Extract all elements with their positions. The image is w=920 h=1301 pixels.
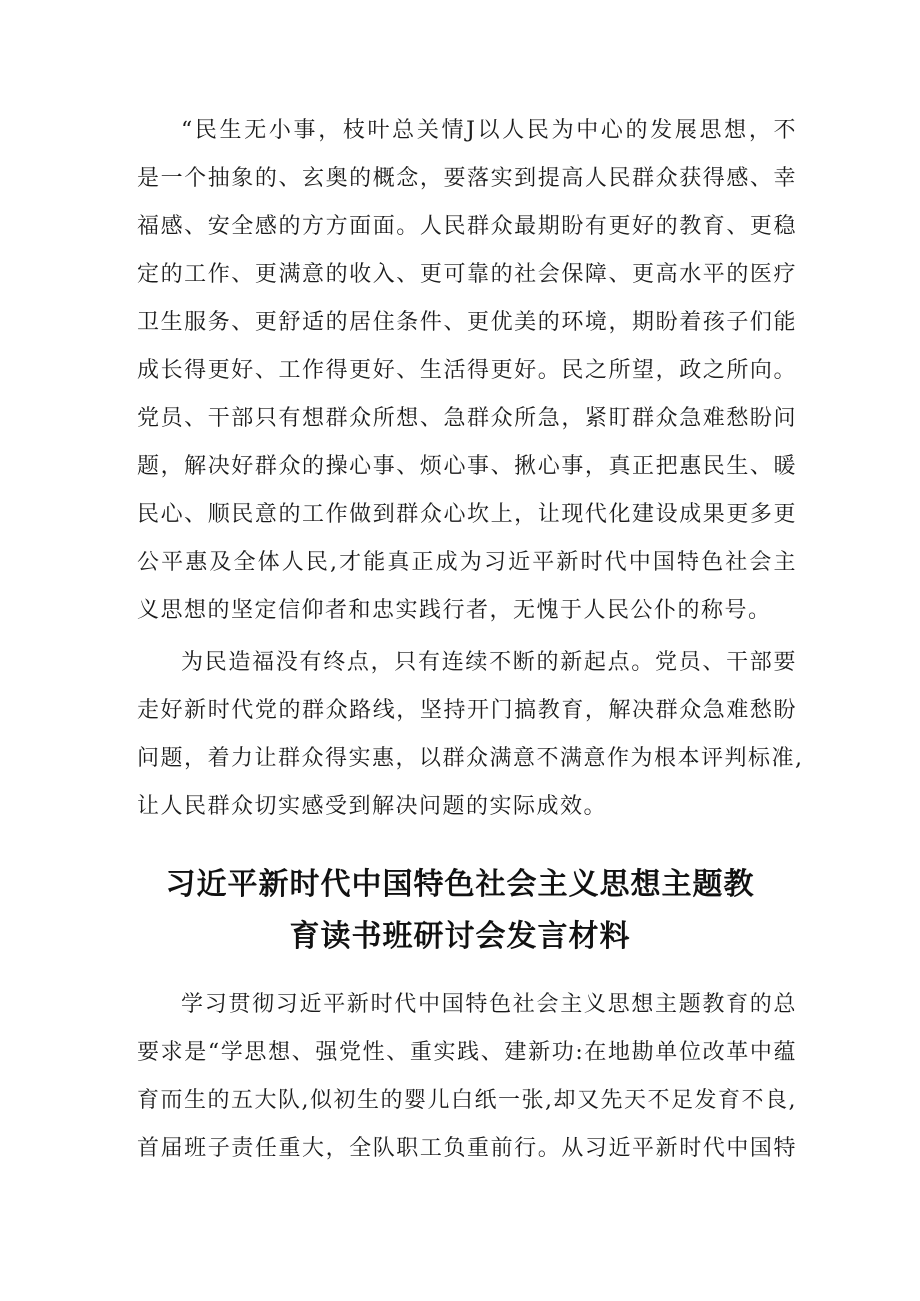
section-heading-line-2: 育读书班研讨会发言材料 [289,919,631,954]
paragraph-1-line-8: 题，解决好群众的操心事、烦心事、揪心事，真正把惠民生、暖 [137,454,797,479]
paragraph-2-line-2: 走好新时代党的群众路线，坚持开门搞教育，解决群众急难愁盼 [137,698,797,723]
paragraph-1-line-1: “民生无小事，枝叶总关情J以人民为中心的发展思想，不 [181,118,797,143]
paragraph-3-line-3: 育而生的五大队,似初生的婴儿白纸一张,却又先天不足发育不良, [137,1088,797,1113]
paragraph-1-line-5: 卫生服务、更舒适的居住条件、更优美的环境，期盼着孩子们能 [137,310,797,335]
paragraph-1-line-7: 党员、干部只有想群众所想、急群众所急，紧盯群众急难愁盼问 [137,406,797,431]
paragraph-3-line-1: 学习贯彻习近平新时代中国特色社会主义思想主题教育的总 [181,992,797,1017]
paragraph-3-line-4: 首届班子责任重大，全队职工负重前行。从习近平新时代中国特 [137,1136,797,1161]
paragraph-2-line-1: 为民造福没有终点，只有连续不断的新起点。党员、干部要 [181,650,797,675]
section-heading-line-1: 习近平新时代中国特色社会主义思想主题教 [165,867,755,902]
paragraph-1-line-11: 义思想的坚定信仰者和忠实践行者，无愧于人民公仆的称号。 [137,598,772,623]
paragraph-1-line-9: 民心、顺民意的工作做到群众心坎上，让现代化建设成果更多更 [137,502,797,527]
paragraph-1-line-6: 成长得更好、工作得更好、生活得更好。民之所望，政之所向。 [137,358,797,383]
paragraph-1-line-10: 公平惠及全体人民,才能真正成为习近平新时代中国特色社会主 [137,550,797,575]
paragraph-1-line-3: 福感、安全感的方方面面。人民群众最期盼有更好的教育、更稳 [137,214,797,239]
paragraph-1-line-4: 定的工作、更满意的收入、更可靠的社会保障、更高水平的医疗 [137,262,797,287]
paragraph-1-line-2: 是一个抽象的、玄奥的概念，要落实到提高人民群众获得感、幸 [137,166,797,191]
paragraph-3-line-2: 要求是“学思想、强党性、重实践、建新功:在地勘单位改革中蕴 [137,1040,797,1065]
paragraph-2-line-3: 问题，着力让群众得实惠，以群众满意不满意作为根本评判标准, [137,746,804,771]
paragraph-2-line-4: 让人民群众切实感受到解决问题的实际成效。 [137,794,608,819]
